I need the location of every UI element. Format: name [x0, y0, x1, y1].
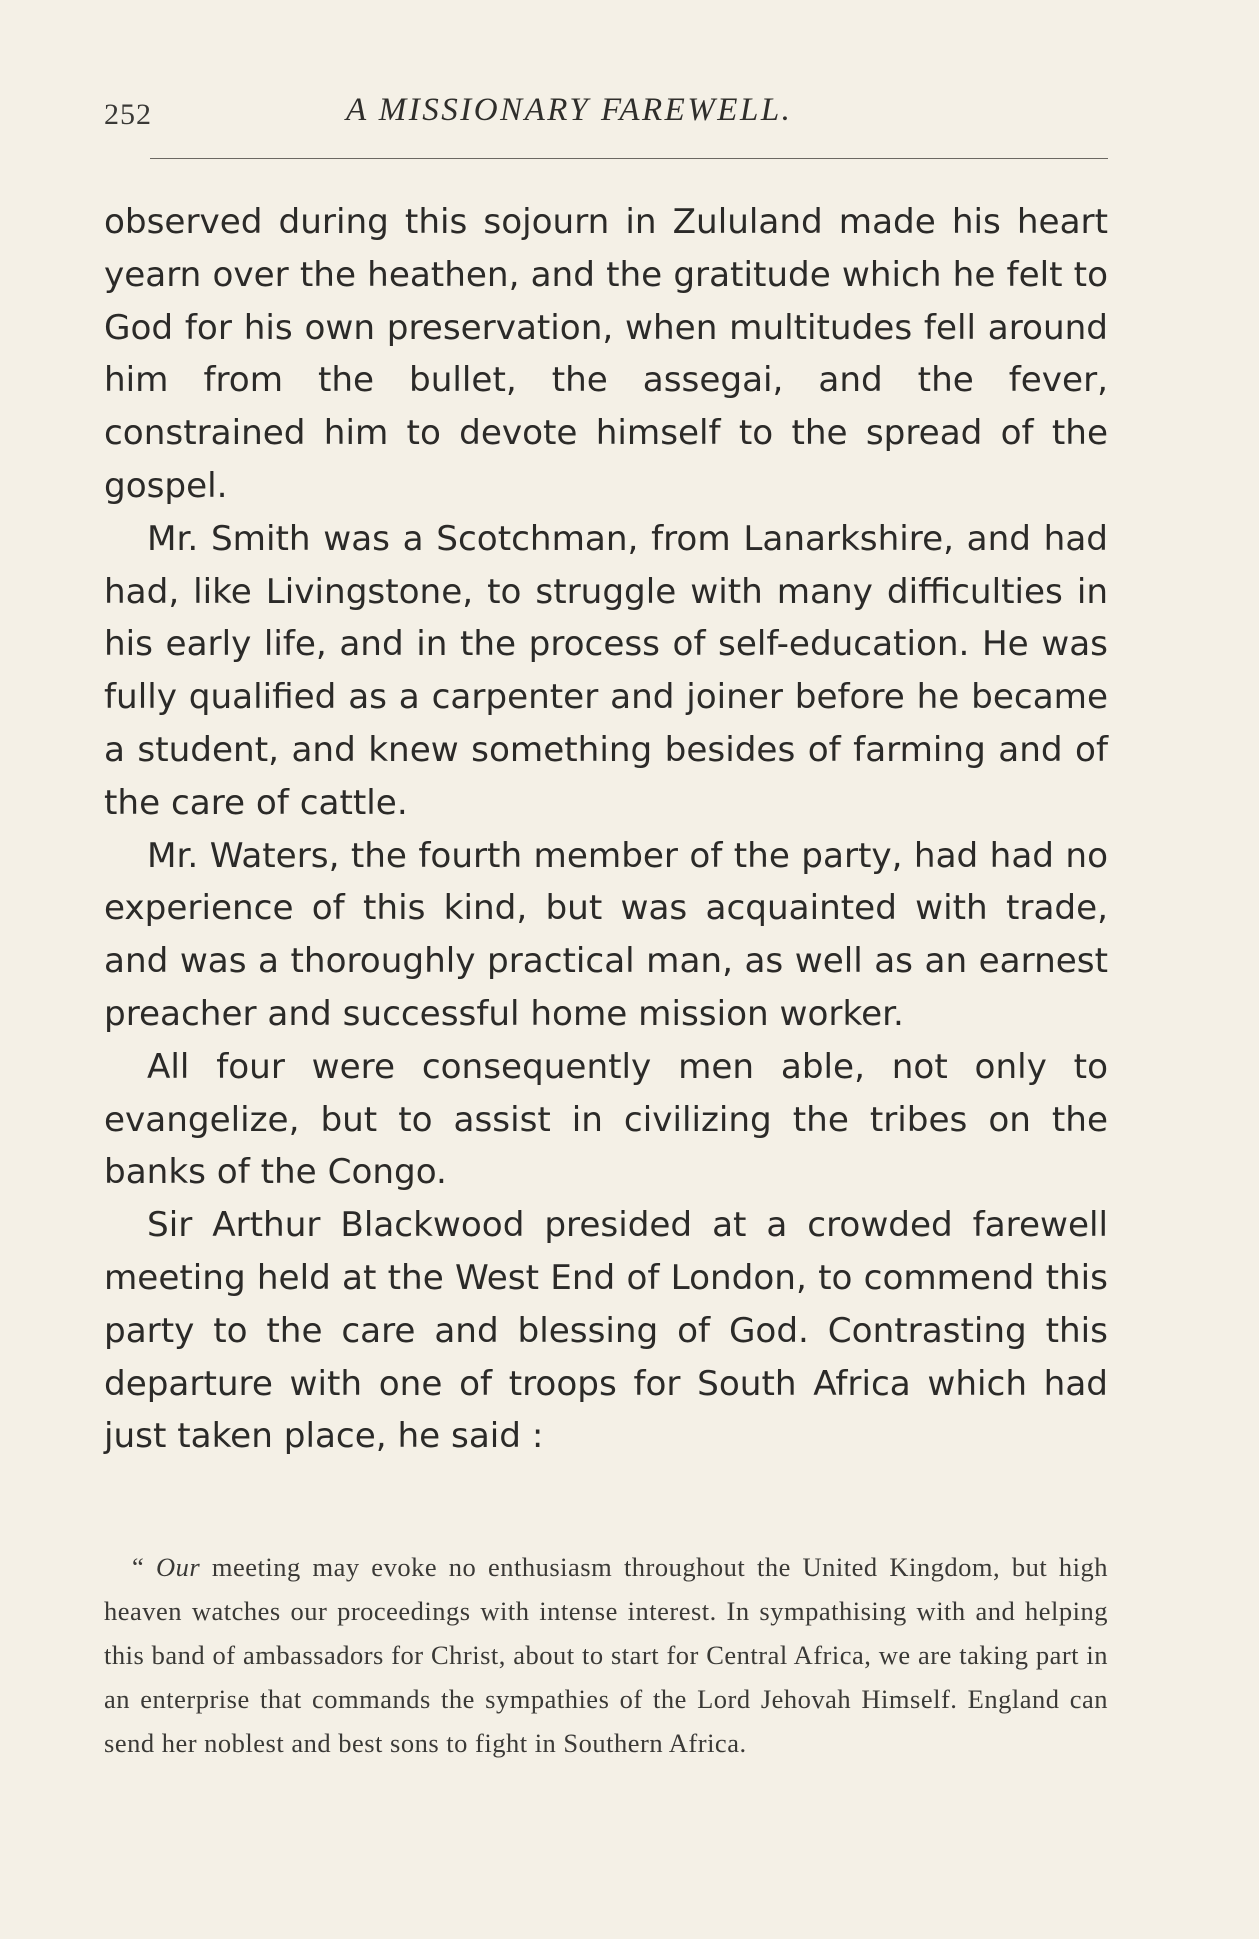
- running-head: [104, 92, 1108, 142]
- quote-text: meeting may evoke no enthusiasm throughout the United Kingdom, but high heaven watches our proceedings with intense interest. In sympathising with and helping this band of ambassadors for Christ, about to start for Central Africa, we are taking part in an enterprise that commands the sympathies of the Lord Jehovah Himself. England can send her noblest and best sons to fight in Southern Africa.: [104, 1552, 1109, 1758]
- page-number: 252: [104, 98, 152, 131]
- paragraph-5: Sir Arthur Blackwood presided at a crowded farewell meeting held at the West End of London, to commend this party to the care and blessing of God. Contrasting this departure with one of troops for South Africa which had just taken place, he said :: [104, 1205, 1108, 1457]
- block-quote: [104, 1545, 1108, 1765]
- body-text: [104, 196, 1108, 1463]
- paragraph-3: Mr. Waters, the fourth member of the party, had had no experience of this kind, but was acquainted with trade, and was a thoroughly practical man, as well as an earnest preacher and successful home mission worker.: [104, 835, 1108, 1034]
- quote-lead-word: Our: [155, 1552, 201, 1582]
- running-title: A MISSIONARY FAREWELL.: [346, 92, 793, 128]
- paragraph-4: All four were consequently men able, not only to evangelize, but to assist in civilizing the tribes on the banks of the Congo.: [104, 1046, 1108, 1193]
- paragraph-1: observed during this sojourn in Zululand made his heart yearn over the heathen, and the gratitude which he felt to God for his own preservation, when multitudes fell around him from the bullet, the assegai, and the fever, constrained him to devote himself to the spread of the gospel.: [104, 202, 1108, 506]
- header-rule: [150, 158, 1108, 159]
- paragraph-2: Mr. Smith was a Scotchman, from Lanarkshire, and had had, like Livingstone, to struggle with many difficulties in his early life, and in the process of self-education. He was fully qualified as a carpenter and joiner before he became a student, and knew something besides of farming and of the care of cattle.: [104, 518, 1108, 823]
- quote-open-mark: “: [132, 1552, 156, 1582]
